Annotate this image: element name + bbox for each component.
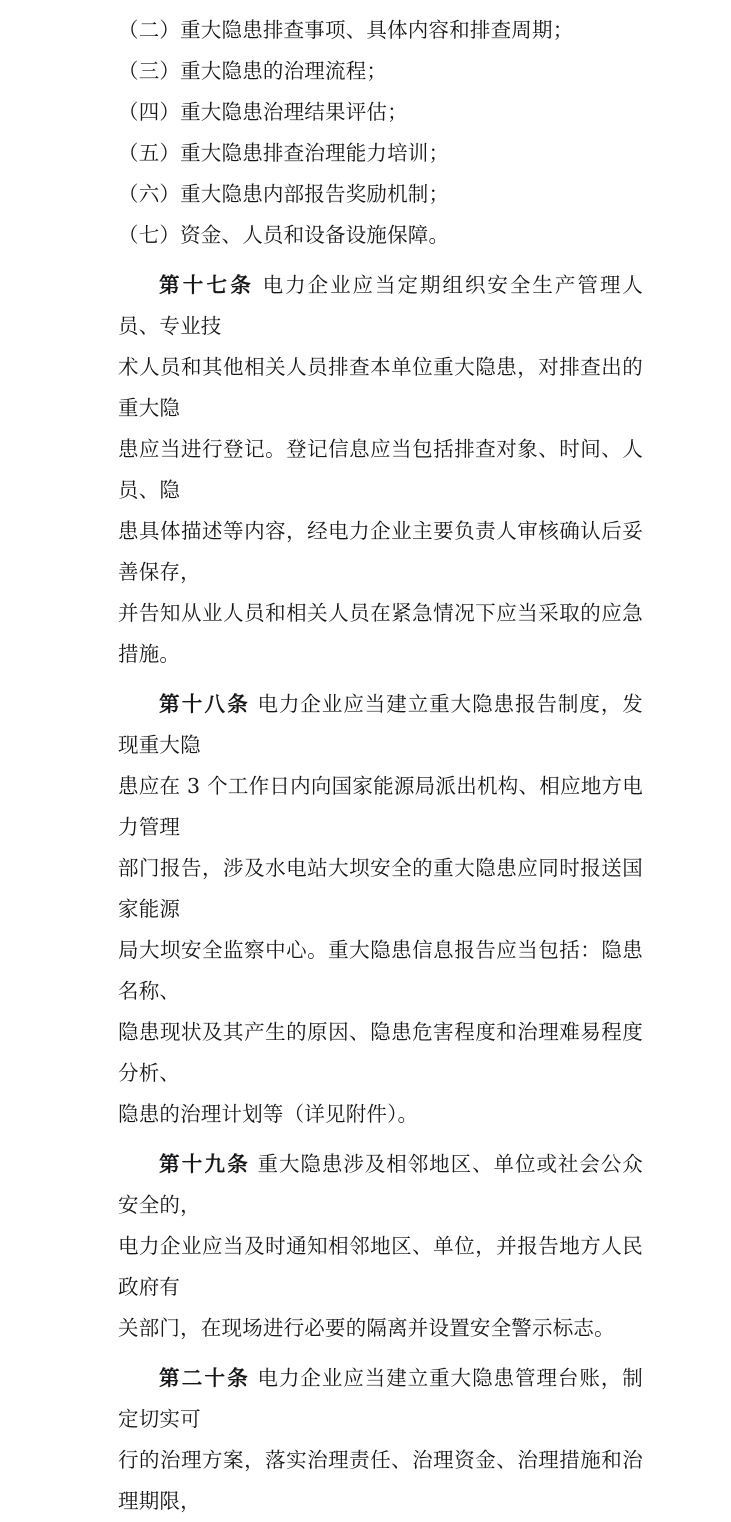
clause-label: 第二十条	[159, 1366, 251, 1390]
paragraph-line: 关部门，在现场进行必要的隔离并设置安全警示标志。	[118, 1316, 615, 1340]
list-item: （五）重大隐患排查治理能力培训；	[118, 141, 450, 165]
list-item: （三）重大隐患的治理流程；	[118, 59, 388, 83]
clause-text: 电力企业应当定期组织安全生产管理人员、专业技	[118, 273, 644, 338]
list-item: （二）重大隐患排查事项、具体内容和排查周期；	[118, 18, 574, 42]
clause-text: 重大隐患涉及相邻地区、单位或社会公众安全的，	[118, 1152, 643, 1217]
paragraph-line: 行的治理方案，落实治理责任、治理资金、治理措施和治理期限，	[118, 1448, 643, 1513]
clause-text: 电力企业应当建立重大隐患管理台账，制定切实可	[118, 1366, 643, 1431]
paragraph-line: 并告知从业人员和相关人员在紧急情况下应当采取的应急措施。	[118, 601, 643, 666]
paragraph-line: 患应当进行登记。登记信息应当包括排查对象、时间、人员、隐	[118, 437, 643, 502]
clause-text: 电力企业应当建立重大隐患报告制度，发现重大隐	[118, 692, 643, 757]
clause-paragraph	[118, 1358, 643, 1440]
paragraph-line: 隐患的治理计划等（详见附件）。	[118, 1102, 419, 1126]
clause-label: 第十九条	[159, 1152, 251, 1176]
paragraph-line: 术人员和其他相关人员排查本单位重大隐患，对排查出的重大隐	[118, 355, 643, 420]
paragraph-line: 电力企业应当及时通知相邻地区、单位，并报告地方人民政府有	[118, 1234, 643, 1299]
clause-paragraph	[118, 265, 643, 347]
list-item: （四）重大隐患治理结果评估；	[118, 100, 408, 124]
clause-label: 第十八条	[159, 692, 251, 716]
clause-label: 第十七条	[159, 273, 255, 297]
clause-paragraph	[118, 684, 643, 766]
paragraph-line: 患应在 3 个工作日内向国家能源局派出机构、相应地方电力管理	[118, 774, 643, 839]
paragraph-line: 隐患现状及其产生的原因、隐患危害程度和治理难易程度分析、	[118, 1020, 643, 1085]
list-item: （六）重大隐患内部报告奖励机制；	[118, 182, 450, 206]
paragraph-line: 患具体描述等内容，经电力企业主要负责人审核确认后妥善保存，	[118, 519, 643, 584]
document-body	[118, 10, 643, 1522]
list-item: （七）资金、人员和设备设施保障。	[118, 223, 450, 247]
paragraph-line: 部门报告，涉及水电站大坝安全的重大隐患应同时报送国家能源	[118, 856, 643, 921]
paragraph-line: 局大坝安全监察中心。重大隐患信息报告应当包括：隐患名称、	[118, 938, 643, 1003]
clause-paragraph	[118, 1144, 643, 1226]
